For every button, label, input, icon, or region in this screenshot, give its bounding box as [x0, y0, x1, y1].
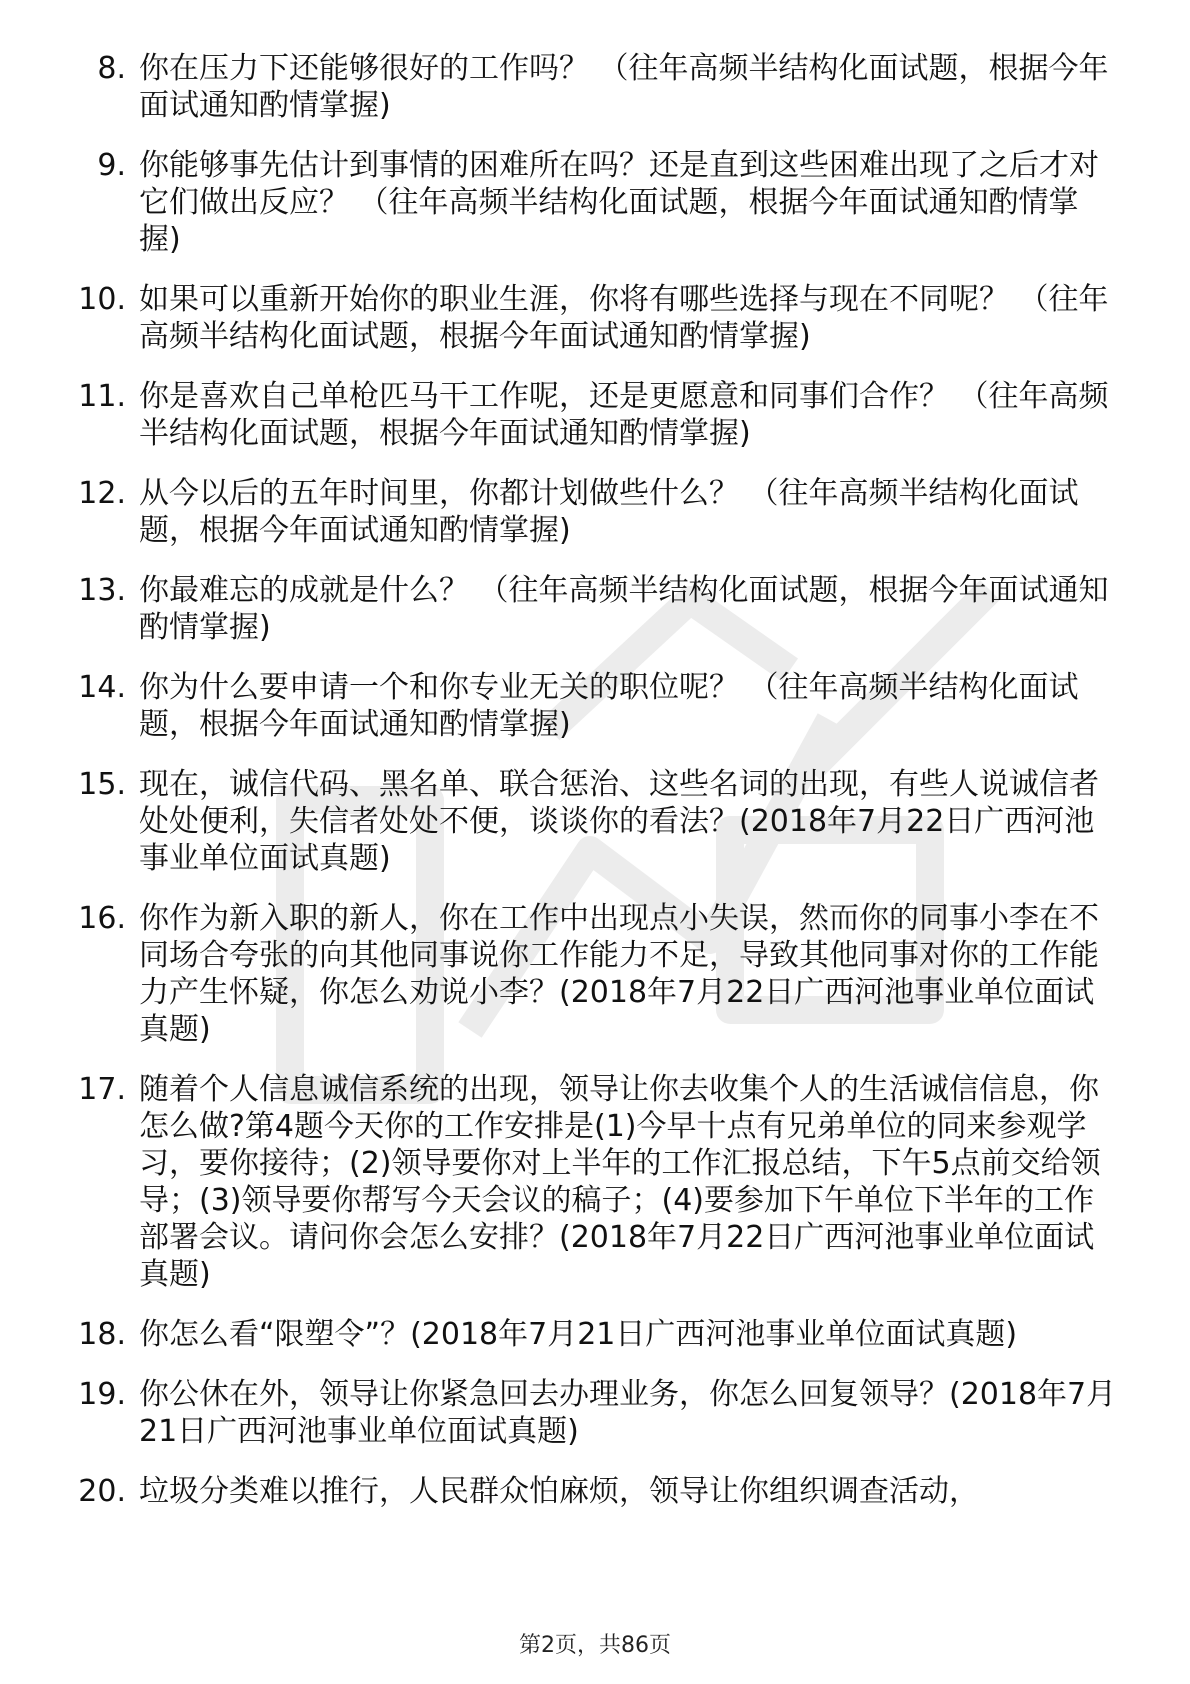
question-number: 14. — [78, 670, 126, 705]
page-number-label: 第2页，共86页 — [519, 1633, 671, 1658]
question-item — [58, 1316, 1138, 1353]
question-item — [58, 900, 1138, 1048]
question-number: 19. — [78, 1377, 126, 1412]
question-text: 垃圾分类难以推行，人民群众怕麻烦，领导让你组织调查活动， — [139, 1474, 979, 1509]
question-number: 9. — [97, 148, 126, 183]
question-item — [58, 281, 1138, 355]
question-item — [58, 766, 1138, 877]
question-number: 13. — [78, 573, 126, 608]
question-item — [58, 475, 1138, 549]
question-item — [58, 1473, 1138, 1510]
question-item — [58, 50, 1138, 124]
question-number: 8. — [97, 51, 126, 86]
question-number: 11. — [78, 379, 126, 414]
question-item — [58, 1071, 1138, 1293]
question-text: 从今以后的五年时间里，你都计划做些什么？ （往年高频半结构化面试题，根据今年面试通知酌情掌握) — [139, 476, 1079, 548]
question-item — [58, 669, 1138, 743]
question-number: 18. — [78, 1317, 126, 1352]
question-number: 20. — [78, 1474, 126, 1509]
question-number: 12. — [78, 476, 126, 511]
question-text: 你在压力下还能够很好的工作吗？ （往年高频半结构化面试题，根据今年面试通知酌情掌握) — [139, 51, 1109, 123]
question-text: 你公休在外，领导让你紧急回去办理业务，你怎么回复领导？(2018年7月21日广西河池事业单位面试真题) — [139, 1377, 1117, 1449]
question-text: 你怎么看“限塑令”？(2018年7月21日广西河池事业单位面试真题) — [139, 1317, 1018, 1352]
question-item — [58, 378, 1138, 452]
question-list — [58, 50, 1138, 1533]
question-text: 如果可以重新开始你的职业生涯，你将有哪些选择与现在不同呢？ （往年高频半结构化面试题，根据今年面试通知酌情掌握) — [139, 282, 1109, 354]
page-footer — [0, 1632, 1190, 1660]
question-item — [58, 147, 1138, 258]
question-text: 你能够事先估计到事情的困难所在吗？还是直到这些困难出现了之后才对它们做出反应？ （往年高频半结构化面试题，根据今年面试通知酌情掌握) — [139, 148, 1099, 257]
question-text: 你为什么要申请一个和你专业无关的职位呢？ （往年高频半结构化面试题，根据今年面试通知酌情掌握) — [139, 670, 1079, 742]
question-text: 你作为新入职的新人，你在工作中出现点小失误，然而你的同事小李在不同场合夸张的向其他同事说你工作能力不足，导致其他同事对你的工作能力产生怀疑，你怎么劝说小李？(2018年7月22日广西河池事业单位面试真题) — [139, 901, 1099, 1047]
question-text: 现在，诚信代码、黑名单、联合惩治、这些名词的出现，有些人说诚信者处处便利，失信者处处不便，谈谈你的看法？(2018年7月22日广西河池事业单位面试真题) — [139, 767, 1099, 876]
question-text: 你最难忘的成就是什么？ （往年高频半结构化面试题，根据今年面试通知酌情掌握) — [139, 573, 1109, 645]
question-number: 15. — [78, 767, 126, 802]
question-item — [58, 1376, 1138, 1450]
question-item — [58, 572, 1138, 646]
question-number: 16. — [78, 901, 126, 936]
question-text: 你是喜欢自己单枪匹马干工作呢，还是更愿意和同事们合作？ （往年高频半结构化面试题，根据今年面试通知酌情掌握) — [139, 379, 1109, 451]
question-text: 随着个人信息诚信系统的出现，领导让你去收集个人的生活诚信信息，你怎么做?第4题今天你的工作安排是(1)今早十点有兄弟单位的同来参观学习，要你接待；(2)领导要你对上半年的工作汇报总结，下午5点前交给领导；(3)领导要你帮写今天会议的稿子；(4)要参加下午单位下半年的工作部署会议。请问你会怎么安排？(2018年7月22日广西河池事业单位面试真题) — [139, 1072, 1101, 1292]
question-number: 10. — [78, 282, 126, 317]
question-number: 17. — [78, 1072, 126, 1107]
